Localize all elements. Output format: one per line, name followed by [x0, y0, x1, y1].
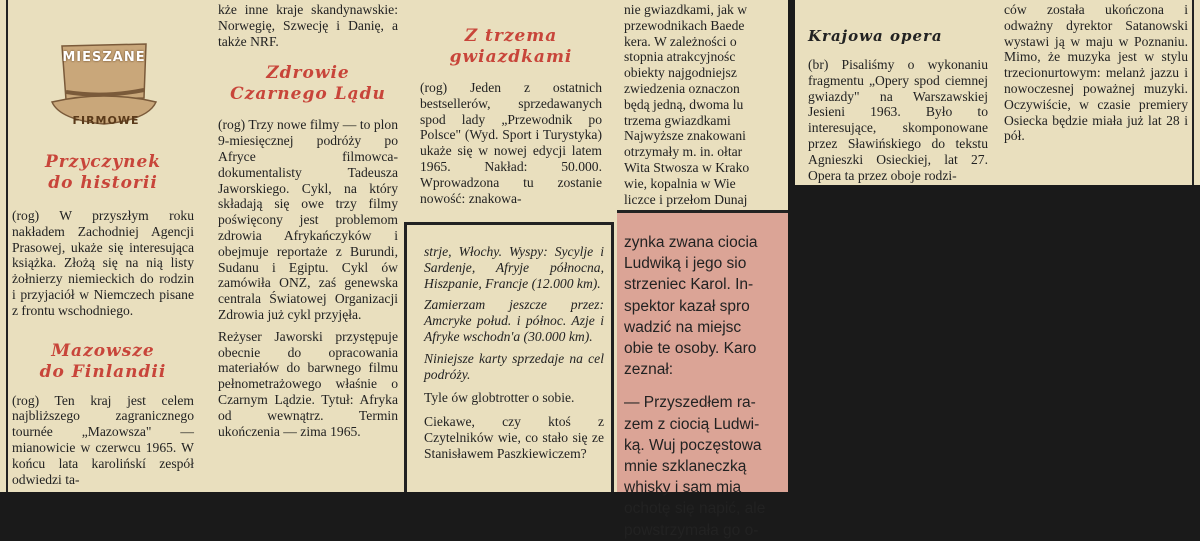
- logo-top-text: MIESZANE: [62, 50, 146, 65]
- column-6: [1004, 2, 1188, 144]
- article-text: kże inne kraje skandynawskie: Norwegię, Szwecję i Danię, a także NRF.: [218, 2, 398, 49]
- column-1: [12, 152, 194, 487]
- article-text: Reżyser Jaworski przystępuje obecnie do opracowania materiałów do barwnego filmu pełnometrażowego właśnie o Czarnym Lądzie. Tytuł: Afryka od wewnątrz. Termin ukończenia — zima 1965.: [218, 328, 398, 439]
- l8: Najwyższe znakowani: [624, 128, 746, 144]
- article-text: (rog) W przyszłym roku nakładem Zachodniej Agencji Prasowej, ukaże się interesująca książka. Złożą się na nią listy żołnierzy niemieckich do rodzin i przyjaciół w Niemczech pisane z frontu wschodniego.: [12, 208, 194, 318]
- column-5: [808, 26, 988, 183]
- article-text: (rog) Jeden z ostatnich bestsellerów, sprzedawanych spod lady „Przewodnik po Polsce" (Wyd. Sport i Turystyka) ukaże się w nowej edycji latem 1965. Nakład: 50.000. Wprowadzona tu zostanie nowość: znakowa-: [420, 80, 602, 206]
- l7: trzema gwiazdkami: [624, 112, 731, 128]
- headline-gwiazdki: Z trzema gwiazdkami: [449, 26, 573, 67]
- l6: będą jedną, dwoma lu: [624, 96, 744, 112]
- l0: nie gwiazdkami, jak w: [624, 2, 748, 17]
- l2: kera. W zależności o: [624, 33, 737, 49]
- article-text: (rog) Ten kraj jest celem najbliższego zagranicznego tournée „Mazowsza" — mianowicie w czerwcu 1965. W końcu lata karolińskí zespół odwiedzi ta-: [12, 392, 194, 487]
- l3: stopnia atrakcyjnośc: [624, 49, 736, 65]
- l4: obiekty najgodniejsz: [624, 65, 737, 81]
- headline-przyczynek: Przyczynek do historii: [44, 152, 162, 193]
- article-text: (rog) Trzy nowe filmy — to plon 9-miesięcznej podróży po Afryce filmowca-dokumentalisty Tadeusza Jaworskiego. Cykl, na który składają się owe trzy filmy poświęcony jest problemom zdrowia Afrykańczyków i obejmuje reportaże z Burundi, Sudanu i Egiptu. Cykl ów zamówiła ONZ, zaś genewska centrala Światowej Organizacji Zdrowia już cykl przyjęła.: [218, 117, 398, 322]
- l12: liczce i przełom Dunaj: [624, 191, 748, 207]
- boxed-article-text: strje, Włochy. Wyspy: Sycylje i Sardenje, Afryje północna, Hiszpanie, Francje (12.000 km). Zamierzam jeszcze przez: Amcryke połud. i północ. Azje i Afryke wschodn'a (30.000 km). Niniejsze karty sprzedaje na cel podróży. Tyle ów globtrotter o sobie. Ciekawe, czy ktoś z Czytelników wie, co stało się ze Stanisławem Paszkiewiczem?: [424, 244, 604, 461]
- l1: przewodnikach Baede: [624, 17, 745, 33]
- logo-bottom-text: FIRMOWE: [72, 114, 140, 127]
- box-rule: [617, 210, 788, 213]
- article-text: (br) Pisaliśmy o wykonaniu fragmentu „Opery spod ciemnej gwiazdy" na Warszawskiej Jesieni 1963. Było to interesujące, skomponowane przez Sławińskiego do tekstu Agnieszki Osieckiej, lat 27. Opera ta przez oboje rodzi-: [808, 57, 988, 183]
- column-4: [624, 2, 790, 223]
- article-text: ców została ukończona i odważny dyrektor Satanowski wystawi ją w maju w Poznaniu. Mimo, że muzyka jest w stylu trzecionurtowym: melanż jazzu i nowoczesnej poważnej muzyki. Oczywiście, w czasie premiery Osiecka będzie miała już lat 28 i pół.: [1004, 2, 1188, 144]
- column-rule: [1192, 0, 1194, 185]
- headline-zdrowie: Zdrowie Czarnego Lądu: [230, 63, 386, 105]
- column-rule: [6, 0, 8, 492]
- column-2: [218, 2, 398, 439]
- pink-story-text: zynka zwana ciocia Ludwiką i jego sio strzeniec Karol. In- spektor kazał spro wadzić na miejsc obie te osoby. Karo zeznał: — Przyszedłem ra- zem z ciocią Ludwi- ką. Wuj poczęstowa mnie szklaneczką whisky i sam mia ochotę się napić, ale powstrzymała go o-: [624, 234, 766, 539]
- l11: wie, kopalnia w Wie: [624, 175, 736, 191]
- l10: Wita Stwosza w Krako: [624, 159, 750, 175]
- column-3: [420, 26, 602, 206]
- headline-krajowa-opera: Krajowa opera: [808, 27, 943, 45]
- headline-mazowsze: Mazowsze do Finlandii: [39, 340, 167, 382]
- mieszane-firmowe-logo: [48, 36, 160, 136]
- l9: otrzymały m. in. ołtar: [624, 144, 743, 160]
- l5: zwiedzenia oznaczon: [624, 80, 740, 96]
